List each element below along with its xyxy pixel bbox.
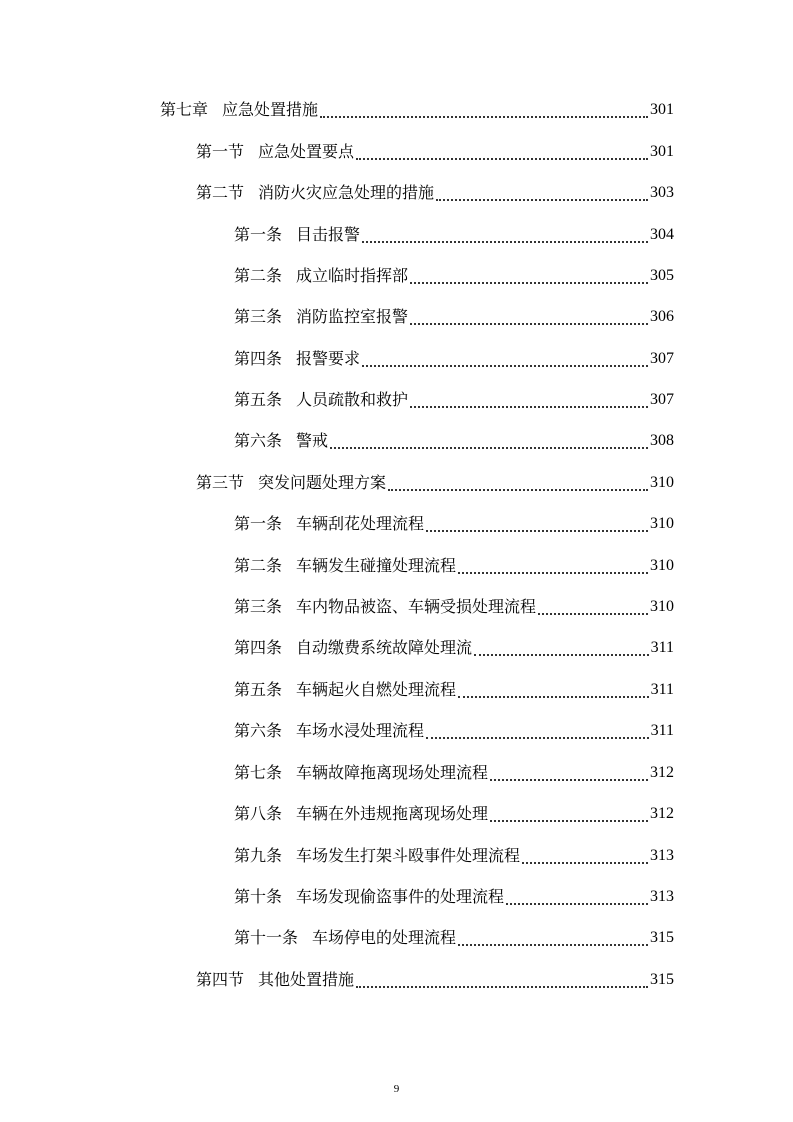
toc-page-number: 306 xyxy=(650,308,674,325)
toc-entry-section[interactable] xyxy=(196,468,674,498)
toc-page-number: 303 xyxy=(650,184,674,201)
toc-page-number: 310 xyxy=(650,474,674,491)
toc-entry-article[interactable] xyxy=(234,923,674,953)
toc-page-number: 313 xyxy=(650,847,674,864)
toc-title: 成立临时指挥部 xyxy=(296,266,409,285)
dot-leader xyxy=(538,613,648,615)
toc-label: 第二节 xyxy=(196,183,245,202)
toc-entry-article[interactable] xyxy=(234,385,674,415)
toc-label: 第一节 xyxy=(196,142,245,161)
dot-leader xyxy=(490,779,648,781)
toc-title: 车场发生打架斗殴事件处理流程 xyxy=(296,846,521,865)
page-footer-number: 9 xyxy=(393,1083,400,1095)
toc-page-number: 310 xyxy=(650,598,674,615)
toc-title: 报警要求 xyxy=(296,349,361,368)
toc-entry-article[interactable] xyxy=(234,426,674,456)
toc-label: 第九条 xyxy=(234,846,283,865)
toc-page-number: 312 xyxy=(650,764,674,781)
toc-label: 第三条 xyxy=(234,307,283,326)
toc-title: 车辆刮花处理流程 xyxy=(296,514,425,533)
toc-title: 车辆故障拖离现场处理流程 xyxy=(296,763,489,782)
toc-label: 第三节 xyxy=(196,473,245,492)
toc-page-number: 311 xyxy=(650,722,674,739)
dot-leader xyxy=(410,282,648,284)
toc-title: 消防监控室报警 xyxy=(296,307,409,326)
dot-leader xyxy=(356,986,648,988)
dot-leader xyxy=(410,323,648,325)
toc-title: 车内物品被盗、车辆受损处理流程 xyxy=(296,597,537,616)
toc-entry-article[interactable] xyxy=(234,882,674,912)
toc-label: 第二条 xyxy=(234,556,283,575)
toc-title: 消防火灾应急处理的措施 xyxy=(258,183,435,202)
toc-label: 第一条 xyxy=(234,225,283,244)
toc-label: 第四节 xyxy=(196,970,245,989)
toc-page-number: 301 xyxy=(650,143,674,160)
toc-entry-section[interactable] xyxy=(196,137,674,167)
toc-entry-article[interactable] xyxy=(234,220,674,250)
toc-page-number: 308 xyxy=(650,432,674,449)
toc-page-number: 312 xyxy=(650,805,674,822)
toc-entry-chapter[interactable] xyxy=(160,95,674,125)
toc-title: 车场停电的处理流程 xyxy=(312,928,457,947)
toc-entry-article[interactable] xyxy=(234,509,674,539)
toc-entry-article[interactable] xyxy=(234,261,674,291)
toc-page-number: 301 xyxy=(650,101,674,118)
dot-leader xyxy=(410,406,648,408)
toc-title: 人员疏散和救护 xyxy=(296,390,409,409)
dot-leader xyxy=(458,696,649,698)
toc-page-number: 307 xyxy=(650,350,674,367)
toc-title: 车辆发生碰撞处理流程 xyxy=(296,556,457,575)
toc-page-number: 313 xyxy=(650,888,674,905)
dot-leader xyxy=(362,241,648,243)
toc-entry-article[interactable] xyxy=(234,633,674,663)
dot-leader xyxy=(356,158,648,160)
dot-leader xyxy=(474,654,649,656)
toc-title: 其他处置措施 xyxy=(258,970,355,989)
dot-leader xyxy=(436,199,648,201)
toc-label: 第七章 xyxy=(160,100,209,119)
dot-leader xyxy=(458,572,648,574)
toc-entry-article[interactable] xyxy=(234,841,674,871)
dot-leader xyxy=(320,116,648,118)
toc-label: 第七条 xyxy=(234,763,283,782)
toc-entry-article[interactable] xyxy=(234,344,674,374)
dot-leader xyxy=(458,944,648,946)
dot-leader xyxy=(490,820,648,822)
toc-entry-article[interactable] xyxy=(234,758,674,788)
dot-leader xyxy=(362,365,648,367)
toc-page-number: 311 xyxy=(650,639,674,656)
toc-title: 突发问题处理方案 xyxy=(258,473,387,492)
dot-leader xyxy=(506,903,648,905)
toc-page-number: 310 xyxy=(650,557,674,574)
toc-page-number: 315 xyxy=(650,971,674,988)
toc-title: 车场水浸处理流程 xyxy=(296,721,425,740)
toc-entry-article[interactable] xyxy=(234,799,674,829)
toc-label: 第五条 xyxy=(234,680,283,699)
toc-label: 第二条 xyxy=(234,266,283,285)
toc-label: 第一条 xyxy=(234,514,283,533)
dot-leader xyxy=(426,530,648,532)
toc-title: 车辆在外违规拖离现场处理 xyxy=(296,804,489,823)
toc-page-number: 310 xyxy=(650,515,674,532)
toc-page-number: 315 xyxy=(650,929,674,946)
dot-leader xyxy=(388,489,648,491)
toc-label: 第五条 xyxy=(234,390,283,409)
toc-page-number: 311 xyxy=(650,681,674,698)
toc-label: 第四条 xyxy=(234,349,283,368)
toc-label: 第六条 xyxy=(234,721,283,740)
toc-page-number: 304 xyxy=(650,226,674,243)
dot-leader xyxy=(330,447,648,449)
toc-page-number: 307 xyxy=(650,391,674,408)
toc-title: 应急处置措施 xyxy=(222,100,319,119)
toc-label: 第十条 xyxy=(234,887,283,906)
toc-title: 应急处置要点 xyxy=(258,142,355,161)
toc-title: 车辆起火自燃处理流程 xyxy=(296,680,457,699)
toc-label: 第十一条 xyxy=(234,928,299,947)
toc-entry-article[interactable] xyxy=(234,592,674,622)
toc-entry-article[interactable] xyxy=(234,716,674,746)
toc-label: 第六条 xyxy=(234,431,283,450)
toc-label: 第八条 xyxy=(234,804,283,823)
toc-entry-article[interactable] xyxy=(234,302,674,332)
toc-title: 目击报警 xyxy=(296,225,361,244)
toc-title: 警戒 xyxy=(296,431,329,450)
toc-entry-section[interactable] xyxy=(196,178,674,208)
toc-title: 自动缴费系统故障处理流 xyxy=(296,638,473,657)
toc-page-number: 305 xyxy=(650,267,674,284)
toc-entry-article[interactable] xyxy=(234,551,674,581)
dot-leader xyxy=(522,862,648,864)
toc-entry-section[interactable] xyxy=(196,965,674,995)
toc-entry-article[interactable] xyxy=(234,675,674,705)
toc-label: 第三条 xyxy=(234,597,283,616)
dot-leader xyxy=(426,737,649,739)
toc-label: 第四条 xyxy=(234,638,283,657)
toc-title: 车场发现偷盗事件的处理流程 xyxy=(296,887,505,906)
